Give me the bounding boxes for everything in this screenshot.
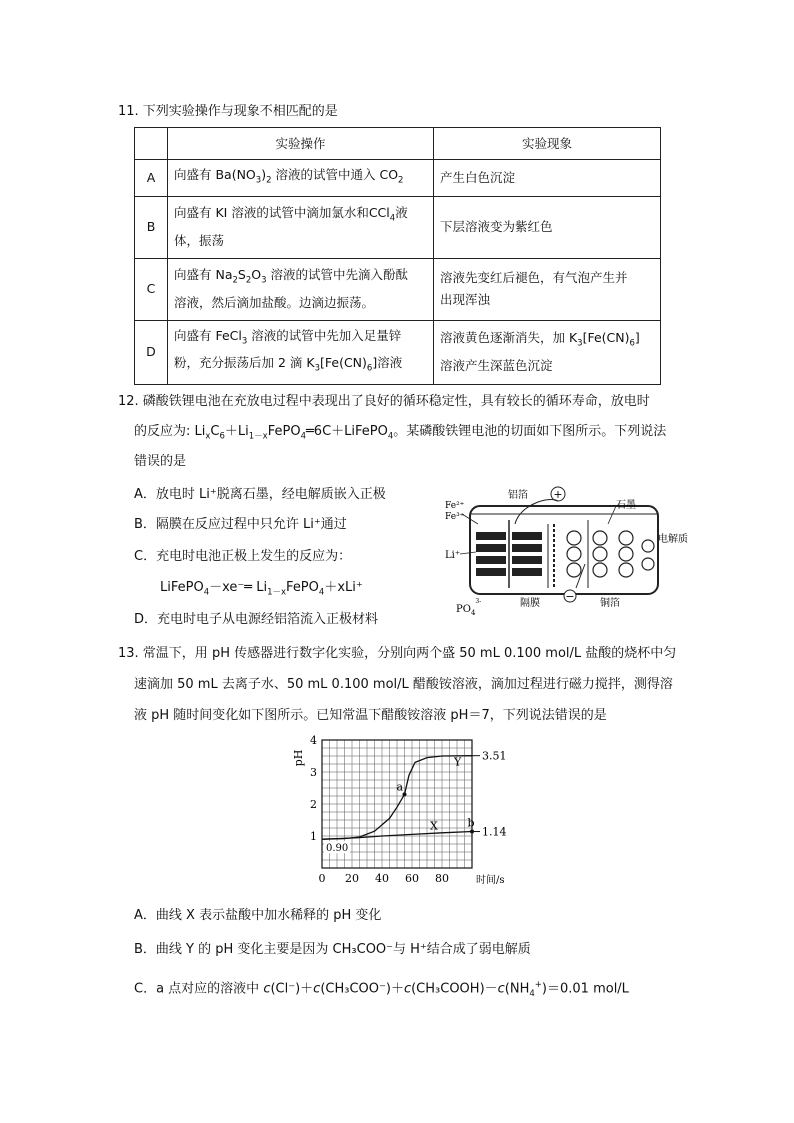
q13-line1: 13. 常温下，用 pH 传感器进行数字化实验，分别向两个盛 50 mL 0.100 mol/L 盐酸的烧杯中匀 [118, 646, 677, 661]
series-x-end-label: 1.14 [482, 825, 507, 839]
q13-line2: 速滴加 50 mL 去离子水、50 mL 0.100 mol/L 醋酸铵溶液，滴加过程进行磁力搅拌，测得溶 [134, 677, 673, 692]
y-tick-label: 1 [310, 830, 317, 843]
label-electrolyte: 电解质 [658, 534, 688, 545]
q13-line3: 液 pH 随时间变化如下图所示。已知常温下醋酸铵溶液 pH＝7，下列说法错误的是 [134, 708, 607, 723]
q12-option-a: A．放电时 Li⁺脱离石墨，经电解质嵌入正极 [134, 487, 386, 502]
label-separator: 隔膜 [520, 598, 540, 609]
row-c-phenomenon: 溶液先变红后褪色，有气泡产生并 出现浑浊 [434, 258, 661, 320]
row-d-phenomenon: 溶液黄色逐渐消失，加 $K_3[Fe(CN)_6]$ 溶液产生深蓝色沉淀 [434, 320, 661, 384]
x-tick-label: 0 [318, 872, 326, 885]
x-tick-label: 80 [435, 872, 449, 885]
q12-line2: 的反应为: $Li_xC_6+Li_{1-x}FePO_4═6C+LiFePO_4$。某磷酸铁锂电池的切面如下图所示。下列说法 [134, 424, 667, 442]
point-a [403, 792, 407, 796]
table-corner [135, 128, 168, 160]
q13-option-b: B．曲线 Y 的 pH 变化主要是因为 CH₃COO⁻与 H⁺结合成了弱电解质 [134, 942, 531, 957]
row-a-phenomenon: 产生白色沉淀 [434, 160, 661, 197]
label-fe3: Fe³⁺ [445, 512, 465, 522]
plus-sign: + [553, 488, 563, 501]
x-tick-label: 20 [345, 872, 359, 885]
row-b-phenomenon: 下层溶液变为紫红色 [434, 196, 661, 258]
header-operation: 实验操作 [168, 128, 434, 160]
point-b-label: b [467, 816, 475, 830]
q12-option-c: C．充电时电池正极上发生的反应为： [134, 549, 352, 564]
label-po4: $PO_4^{3-}$ [456, 598, 482, 617]
series-x-name: X [430, 819, 438, 833]
row-label-c: C [135, 258, 168, 320]
start-label: 0.90 [326, 843, 349, 855]
q12-option-c-equation: LiFePO$_4$－xe⁻═ $Li_{1-x}FePO_4+xLi^+$ [160, 580, 363, 598]
minus-sign: − [565, 590, 575, 603]
point-a-label: a [396, 780, 404, 794]
series-y-name: Y [454, 755, 462, 769]
x-axis-label: 时间/s [476, 875, 505, 886]
y-tick-label: 4 [310, 734, 317, 747]
q12-option-d: D．充电时电子从电源经铝箔流入正极材料 [134, 612, 379, 627]
series-y-end-label: 3.51 [482, 749, 507, 763]
row-label-b: B [135, 196, 168, 258]
x-tick-label: 40 [375, 872, 389, 885]
label-graphite: 石墨 [616, 500, 636, 511]
label-fe2: Fe²⁺ [445, 501, 465, 511]
point-b [470, 830, 474, 834]
y-tick-label: 2 [310, 798, 317, 811]
header-phenomenon: 实验现象 [434, 128, 661, 160]
row-a-operation: 向盛有 $Ba(NO_3)_2$ 溶液的试管中通入 $CO_2$ [168, 160, 434, 197]
y-tick-label: 3 [310, 766, 317, 779]
row-label-d: D [135, 320, 168, 384]
row-d-operation: 向盛有 FeCl$_3$ 溶液的试管中先加入足量锌 粉，充分振荡后加 2 滴 $K_3[Fe(CN)_6]$溶液 [168, 320, 434, 384]
graphite-anode [567, 531, 654, 577]
label-cu-foil: 铜箔 [600, 598, 620, 609]
battery-diagram [440, 484, 700, 620]
q12-line3: 错误的是 [134, 454, 187, 469]
row-label-a: A [135, 160, 168, 197]
q11-table [134, 127, 661, 385]
q13-option-c: C．a 点对应的溶液中 $c(Cl^-)+c(CH_3COO^-)+c(CH_3COOH)-c(NH_4^+)=0.01$ mol/L [134, 980, 629, 999]
x-tick-label: 60 [405, 872, 419, 885]
label-li: Li⁺ [445, 550, 461, 561]
q11-title: 11. 下列实验操作与现象不相匹配的是 [118, 104, 338, 119]
y-axis-label: pH [292, 749, 305, 767]
q12-line1: 12. 磷酸铁锂电池在充放电过程中表现出了良好的循环稳定性，具有较长的循环寿命，放电时 [118, 394, 650, 409]
q12-option-b: B．隔膜在反应过程中只允许 Li⁺通过 [134, 517, 347, 532]
ph-chart [290, 732, 520, 892]
row-c-operation: 向盛有 $Na_2S_2O_3$ 溶液的试管中先滴入酚酞 溶液，然后滴加盐酸。边滴边振荡。 [168, 258, 434, 320]
label-al-foil: 铝箔 [508, 490, 528, 501]
row-b-operation: 向盛有 KI 溶液的试管中滴加氯水和CCl$_4$液 体，振荡 [168, 196, 434, 258]
q13-option-a: A．曲线 X 表示盐酸中加水稀释的 pH 变化 [134, 908, 382, 923]
